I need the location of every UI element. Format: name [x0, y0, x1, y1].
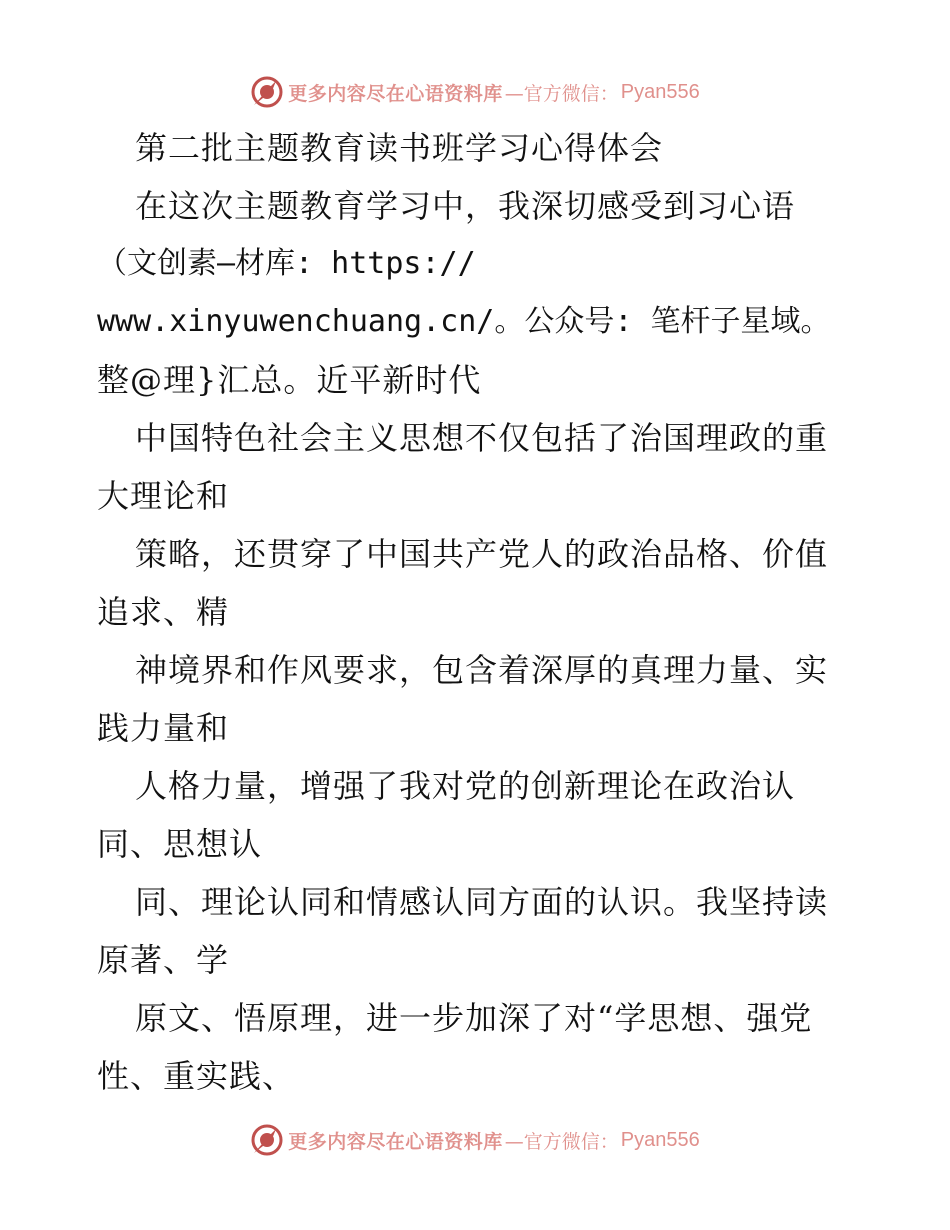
feather-logo-icon — [250, 75, 284, 109]
header-banner-text: 更多内容尽在心语资料库 — [288, 82, 503, 105]
paragraph-line: 大理论和 — [97, 477, 230, 515]
paragraph-line: 原著、学 — [97, 941, 230, 979]
feather-logo-icon — [250, 1123, 284, 1157]
header-banner-suffix: —官方微信： — [504, 82, 619, 105]
paragraph-line: 在这次主题教育学习中，我深切感受到习心语 — [135, 187, 796, 225]
paragraph-line: 人格力量，增强了我对党的创新理论在政治认 — [135, 767, 796, 805]
paragraph-line: 整@理}汇总。近平新时代 — [97, 361, 482, 399]
paragraph-line: （文创素—材库: https:// — [97, 246, 476, 281]
paragraph-line: 策略，还贯穿了中国共产党人的政治品格、价值 — [135, 535, 829, 573]
paragraph-line: www.xinyuwenchuang.cn/。公众号: 笔杆子星域。 — [97, 304, 831, 339]
footer-watermark-banner — [0, 1120, 950, 1160]
paragraph-line: 性、重实践、 — [97, 1057, 296, 1095]
paragraph-line: 神境界和作风要求，包含着深厚的真理力量、实 — [135, 651, 829, 689]
header-watermark-banner — [0, 72, 950, 112]
header-banner-wechat-id: Pyan556 — [620, 80, 700, 103]
paragraph-line: 原文、悟原理，进一步加深了对“学思想、强党 — [135, 999, 813, 1037]
paragraph-line: 中国特色社会主义思想不仅包括了治国理政的重 — [135, 419, 829, 457]
footer-banner-wechat-id: Pyan556 — [620, 1128, 700, 1151]
document-title: 第二批主题教育读书班学习心得体会 — [135, 129, 664, 167]
paragraph-line: 同、理论认同和情感认同方面的认识。我坚持读 — [135, 883, 829, 921]
footer-banner-suffix: —官方微信： — [504, 1130, 619, 1153]
paragraph-line: 践力量和 — [97, 709, 230, 747]
paragraph-line: 追求、精 — [97, 593, 230, 631]
footer-banner-text: 更多内容尽在心语资料库 — [288, 1130, 503, 1153]
paragraph-line: 同、思想认 — [97, 825, 263, 863]
document-body — [97, 126, 867, 1112]
